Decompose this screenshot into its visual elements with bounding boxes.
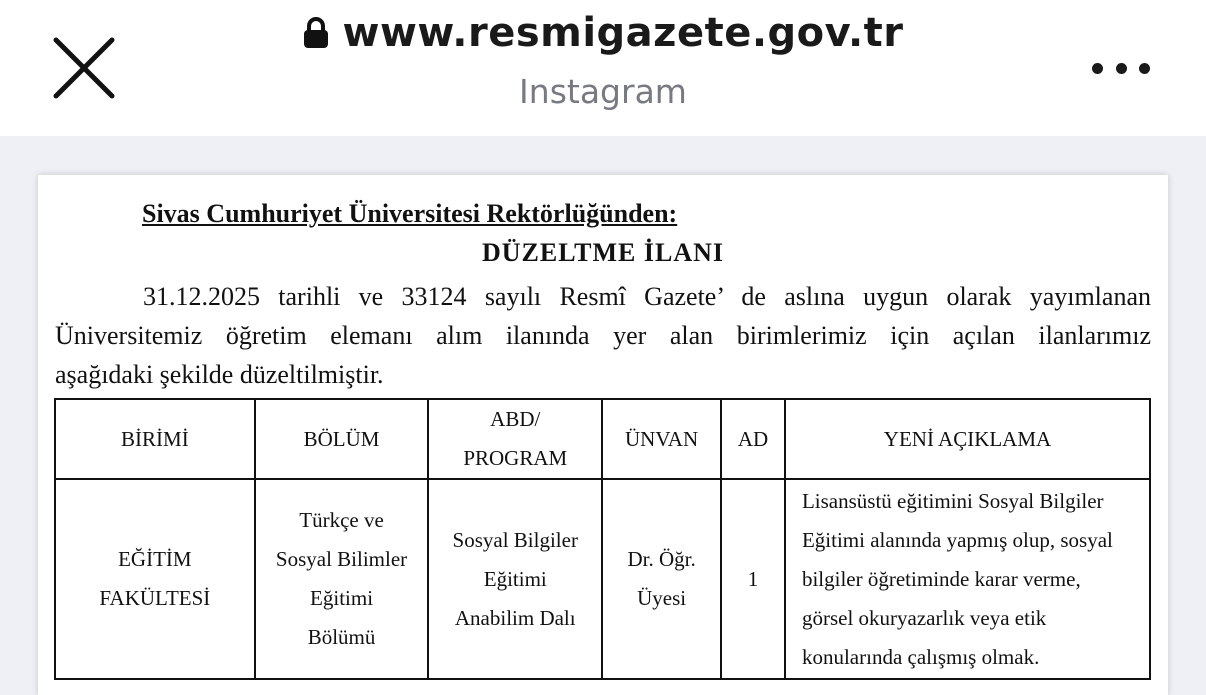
- cell-line: Bölümü: [307, 625, 376, 649]
- cell-line: EĞİTİM: [118, 547, 192, 571]
- cell-line: Üyesi: [637, 586, 687, 610]
- cell-line: görsel okuryazarlık veya etik: [801, 605, 1047, 630]
- header-abd-line: ABD/: [490, 407, 541, 431]
- cell-line: Sosyal Bilgiler: [452, 527, 578, 552]
- url-area[interactable]: [0, 10, 1206, 56]
- table-header-row: [55, 399, 1150, 479]
- header-description: YENİ AÇIKLAMA: [785, 399, 1150, 479]
- more-icon: [1092, 63, 1103, 74]
- cell-line: Lisansüstü eğitimini Sosyal Bilgiler: [801, 488, 1104, 513]
- cell-count: 1: [721, 479, 785, 679]
- header-abd-line: PROGRAM: [463, 446, 568, 470]
- header-abd: [428, 399, 602, 479]
- cell-line: Anabilim Dalı: [454, 605, 576, 630]
- paragraph-line: 31.12.2025 tarihli ve 33124 sayılı Resmî Gazete’ de aslına uygun olarak yayımlanan: [143, 282, 1151, 311]
- url-text: www.resmigazete.gov.tr: [342, 10, 904, 56]
- document-page: [38, 175, 1168, 695]
- cell-abd: [428, 479, 602, 679]
- notice-title: DÜZELTME İLANI: [481, 238, 725, 267]
- table-row: [55, 479, 1150, 679]
- header-unit: BİRİMİ: [55, 399, 255, 479]
- notice-paragraph: [55, 277, 1151, 394]
- cell-line: Eğitimi: [483, 566, 547, 591]
- cell-unit: [55, 479, 255, 679]
- cell-title: [602, 479, 721, 679]
- cell-line: Eğitimi: [310, 586, 374, 610]
- more-button[interactable]: [1092, 56, 1150, 80]
- cell-line: Eğitimi alanında yapmış olup, sosyal: [801, 527, 1113, 552]
- more-icon: [1139, 63, 1150, 74]
- more-icon: [1116, 63, 1127, 74]
- cell-line: bilgiler öğretiminde karar verme,: [801, 566, 1081, 591]
- paragraph-line: aşağıdaki şekilde düzeltilmiştir.: [55, 360, 384, 389]
- source-label: Instagram: [519, 72, 687, 111]
- cell-department: [255, 479, 429, 679]
- header-count: AD: [721, 399, 785, 479]
- paragraph-line: Üniversitemiz öğretim elemanı alım ilanında yer alan birimlerimiz için açılan ilanlarımız: [55, 321, 1151, 350]
- cell-description: [785, 479, 1150, 679]
- header-title: ÜNVAN: [602, 399, 721, 479]
- cell-line: FAKÜLTESİ: [99, 586, 211, 610]
- cell-line: konularında çalışmış olmak.: [801, 644, 1040, 669]
- cell-line: Türkçe ve: [299, 508, 384, 532]
- positions-table: [54, 398, 1151, 680]
- header-department: BÖLÜM: [255, 399, 429, 479]
- cell-line: Dr. Öğr.: [627, 547, 696, 571]
- lock-icon: [303, 17, 329, 49]
- browser-top-bar: [0, 0, 1206, 136]
- document-heading: Sivas Cumhuriyet Üniversitesi Rektörlüğünden:: [142, 199, 678, 228]
- cell-line: Sosyal Bilimler: [275, 547, 408, 571]
